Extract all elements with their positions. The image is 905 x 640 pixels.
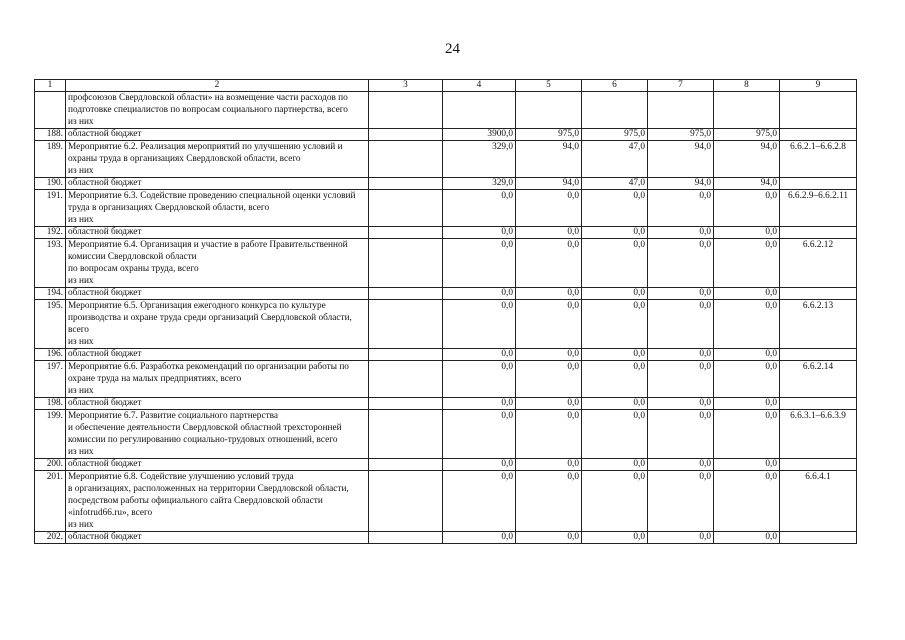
table-row bbox=[35, 361, 857, 398]
cell-col5: 0,0 bbox=[516, 300, 582, 349]
row-number: 200. bbox=[35, 459, 66, 471]
cell-col3 bbox=[369, 459, 443, 471]
row-description: областной бюджет bbox=[66, 129, 369, 141]
row-description: Мероприятие 6.3. Содействие проведению специальной оценки условий труда в организациях Свердловской области, всего из них bbox=[66, 190, 369, 227]
cell-target-code: 6.6.2.1–6.6.2.8 bbox=[780, 141, 857, 178]
cell-col5: 0,0 bbox=[516, 239, 582, 288]
cell-col5 bbox=[516, 92, 582, 129]
cell-col4: 3900,0 bbox=[443, 129, 516, 141]
cell-col8: 0,0 bbox=[714, 300, 780, 349]
cell-col8: 94,0 bbox=[714, 141, 780, 178]
row-description: областной бюджет bbox=[66, 178, 369, 190]
column-header: 2 bbox=[66, 80, 369, 92]
cell-col4: 0,0 bbox=[443, 361, 516, 398]
row-description: Мероприятие 6.5. Организация ежегодного конкурса по культуре производства и охране труда среди организаций Свердловской области, всего из них bbox=[66, 300, 369, 349]
cell-col7 bbox=[648, 92, 714, 129]
cell-col7: 0,0 bbox=[648, 349, 714, 361]
cell-col3 bbox=[369, 361, 443, 398]
table-row bbox=[35, 300, 857, 349]
cell-col3 bbox=[369, 398, 443, 410]
row-number: 199. bbox=[35, 410, 66, 459]
cell-col3 bbox=[369, 288, 443, 300]
cell-col5: 0,0 bbox=[516, 459, 582, 471]
cell-col3 bbox=[369, 300, 443, 349]
cell-col5: 94,0 bbox=[516, 141, 582, 178]
cell-col8: 0,0 bbox=[714, 459, 780, 471]
cell-target-code bbox=[780, 532, 857, 544]
cell-col3 bbox=[369, 141, 443, 178]
cell-col4: 329,0 bbox=[443, 178, 516, 190]
row-number: 190. bbox=[35, 178, 66, 190]
row-description: Мероприятие 6.2. Реализация мероприятий по улучшению условий и охраны труда в организациях Свердловской области, всего из них bbox=[66, 141, 369, 178]
row-number: 192. bbox=[35, 227, 66, 239]
cell-col8: 0,0 bbox=[714, 410, 780, 459]
cell-col8: 0,0 bbox=[714, 239, 780, 288]
row-description: Мероприятие 6.4. Организация и участие в работе Правительственной комиссии Свердловской области по вопросам охраны труда, всего из них bbox=[66, 239, 369, 288]
cell-col5: 975,0 bbox=[516, 129, 582, 141]
cell-col8: 0,0 bbox=[714, 227, 780, 239]
row-number: 191. bbox=[35, 190, 66, 227]
cell-target-code bbox=[780, 129, 857, 141]
cell-col3 bbox=[369, 178, 443, 190]
cell-col6: 47,0 bbox=[582, 178, 648, 190]
cell-col7: 0,0 bbox=[648, 227, 714, 239]
cell-col8: 975,0 bbox=[714, 129, 780, 141]
cell-col8: 0,0 bbox=[714, 361, 780, 398]
column-header: 4 bbox=[443, 80, 516, 92]
row-number: 194. bbox=[35, 288, 66, 300]
cell-col4: 0,0 bbox=[443, 398, 516, 410]
cell-col7: 94,0 bbox=[648, 178, 714, 190]
cell-col5: 0,0 bbox=[516, 361, 582, 398]
row-description: профсоюзов Свердловской области» на возмещение части расходов по подготовке специалистов по вопросам социального партнерства, всего из них bbox=[66, 92, 369, 129]
cell-col4: 0,0 bbox=[443, 532, 516, 544]
table-row bbox=[35, 227, 857, 239]
header-row bbox=[35, 80, 857, 92]
column-header: 6 bbox=[582, 80, 648, 92]
cell-col8: 0,0 bbox=[714, 471, 780, 532]
cell-col4: 0,0 bbox=[443, 471, 516, 532]
row-number: 202. bbox=[35, 532, 66, 544]
column-header: 1 bbox=[35, 80, 66, 92]
table-row bbox=[35, 239, 857, 288]
cell-col6: 0,0 bbox=[582, 288, 648, 300]
cell-target-code bbox=[780, 178, 857, 190]
cell-col7: 0,0 bbox=[648, 239, 714, 288]
table-row bbox=[35, 141, 857, 178]
row-description: Мероприятие 6.6. Разработка рекомендаций по организации работы по охране труда на малых предприятиях, всего из них bbox=[66, 361, 369, 398]
table-row bbox=[35, 129, 857, 141]
cell-col6: 0,0 bbox=[582, 239, 648, 288]
cell-col7: 0,0 bbox=[648, 471, 714, 532]
cell-col7: 975,0 bbox=[648, 129, 714, 141]
cell-target-code bbox=[780, 459, 857, 471]
row-description: Мероприятие 6.7. Развитие социального партнерства и обеспечение деятельности Свердловской областной трехсторонней комиссии по регулированию социально-трудовых отношений, всего из них bbox=[66, 410, 369, 459]
row-number: 201. bbox=[35, 471, 66, 532]
cell-col8: 0,0 bbox=[714, 532, 780, 544]
row-description: областной бюджет bbox=[66, 288, 369, 300]
table-row bbox=[35, 410, 857, 459]
row-description: Мероприятие 6.8. Содействие улучшению условий труда в организациях, расположенных на территории Свердловской области, посредством работы официального сайта Свердловской области «infotrud66.ru», всего из них bbox=[66, 471, 369, 532]
cell-col6 bbox=[582, 92, 648, 129]
cell-col8: 0,0 bbox=[714, 349, 780, 361]
cell-col8: 0,0 bbox=[714, 190, 780, 227]
table-row bbox=[35, 92, 857, 129]
cell-col4: 0,0 bbox=[443, 459, 516, 471]
row-description: областной бюджет bbox=[66, 532, 369, 544]
cell-col5: 94,0 bbox=[516, 178, 582, 190]
cell-col7: 0,0 bbox=[648, 300, 714, 349]
column-header: 5 bbox=[516, 80, 582, 92]
cell-col7: 0,0 bbox=[648, 459, 714, 471]
cell-col8: 0,0 bbox=[714, 288, 780, 300]
cell-col3 bbox=[369, 349, 443, 361]
cell-col7: 0,0 bbox=[648, 410, 714, 459]
cell-col7: 0,0 bbox=[648, 190, 714, 227]
cell-col3 bbox=[369, 239, 443, 288]
cell-col5: 0,0 bbox=[516, 288, 582, 300]
row-number: 196. bbox=[35, 349, 66, 361]
cell-col6: 0,0 bbox=[582, 300, 648, 349]
cell-col4: 0,0 bbox=[443, 349, 516, 361]
cell-col6: 0,0 bbox=[582, 410, 648, 459]
table-row bbox=[35, 459, 857, 471]
cell-col3 bbox=[369, 410, 443, 459]
cell-col6: 0,0 bbox=[582, 227, 648, 239]
cell-target-code: 6.6.2.13 bbox=[780, 300, 857, 349]
cell-col7: 0,0 bbox=[648, 532, 714, 544]
cell-col4: 329,0 bbox=[443, 141, 516, 178]
cell-target-code bbox=[780, 398, 857, 410]
cell-target-code: 6.6.2.12 bbox=[780, 239, 857, 288]
cell-col8: 94,0 bbox=[714, 178, 780, 190]
table-row bbox=[35, 398, 857, 410]
table-row bbox=[35, 349, 857, 361]
page-number: 24 bbox=[445, 41, 460, 57]
cell-col4: 0,0 bbox=[443, 410, 516, 459]
row-number: 198. bbox=[35, 398, 66, 410]
cell-col7: 0,0 bbox=[648, 361, 714, 398]
cell-col3 bbox=[369, 471, 443, 532]
cell-col7: 94,0 bbox=[648, 141, 714, 178]
cell-col3 bbox=[369, 532, 443, 544]
row-number: 197. bbox=[35, 361, 66, 398]
cell-target-code bbox=[780, 227, 857, 239]
cell-col3 bbox=[369, 92, 443, 129]
cell-col4: 0,0 bbox=[443, 190, 516, 227]
cell-target-code: 6.6.3.1–6.6.3.9 bbox=[780, 410, 857, 459]
row-description: областной бюджет bbox=[66, 349, 369, 361]
cell-col5: 0,0 bbox=[516, 398, 582, 410]
cell-col6: 47,0 bbox=[582, 141, 648, 178]
cell-col6: 0,0 bbox=[582, 459, 648, 471]
table-row bbox=[35, 471, 857, 532]
cell-col3 bbox=[369, 129, 443, 141]
row-number bbox=[35, 92, 66, 129]
table-row bbox=[35, 178, 857, 190]
cell-target-code: 6.6.2.9–6.6.2.11 bbox=[780, 190, 857, 227]
cell-col4: 0,0 bbox=[443, 227, 516, 239]
cell-col6: 0,0 bbox=[582, 349, 648, 361]
cell-col4: 0,0 bbox=[443, 300, 516, 349]
cell-target-code: 6.6.2.14 bbox=[780, 361, 857, 398]
cell-target-code bbox=[780, 92, 857, 129]
table-row bbox=[35, 190, 857, 227]
cell-target-code bbox=[780, 349, 857, 361]
cell-col6: 0,0 bbox=[582, 532, 648, 544]
cell-col4: 0,0 bbox=[443, 288, 516, 300]
cell-col8 bbox=[714, 92, 780, 129]
cell-target-code bbox=[780, 288, 857, 300]
cell-col5: 0,0 bbox=[516, 532, 582, 544]
cell-col6: 0,0 bbox=[582, 398, 648, 410]
row-description: областной бюджет bbox=[66, 459, 369, 471]
cell-col6: 0,0 bbox=[582, 471, 648, 532]
cell-col6: 975,0 bbox=[582, 129, 648, 141]
cell-col5: 0,0 bbox=[516, 227, 582, 239]
row-number: 188. bbox=[35, 129, 66, 141]
table-row bbox=[35, 532, 857, 544]
cell-col5: 0,0 bbox=[516, 471, 582, 532]
column-header: 9 bbox=[780, 80, 857, 92]
cell-col3 bbox=[369, 190, 443, 227]
cell-col6: 0,0 bbox=[582, 190, 648, 227]
cell-col5: 0,0 bbox=[516, 190, 582, 227]
cell-col8: 0,0 bbox=[714, 398, 780, 410]
column-header: 7 bbox=[648, 80, 714, 92]
row-description: областной бюджет bbox=[66, 398, 369, 410]
column-header: 8 bbox=[714, 80, 780, 92]
cell-col3 bbox=[369, 227, 443, 239]
program-table bbox=[34, 79, 857, 544]
cell-col5: 0,0 bbox=[516, 349, 582, 361]
row-description: областной бюджет bbox=[66, 227, 369, 239]
cell-col7: 0,0 bbox=[648, 288, 714, 300]
column-header: 3 bbox=[369, 80, 443, 92]
row-number: 195. bbox=[35, 300, 66, 349]
row-number: 193. bbox=[35, 239, 66, 288]
cell-col5: 0,0 bbox=[516, 410, 582, 459]
table-row bbox=[35, 288, 857, 300]
cell-col4 bbox=[443, 92, 516, 129]
cell-col7: 0,0 bbox=[648, 398, 714, 410]
cell-col6: 0,0 bbox=[582, 361, 648, 398]
cell-col4: 0,0 bbox=[443, 239, 516, 288]
row-number: 189. bbox=[35, 141, 66, 178]
cell-target-code: 6.6.4.1 bbox=[780, 471, 857, 532]
